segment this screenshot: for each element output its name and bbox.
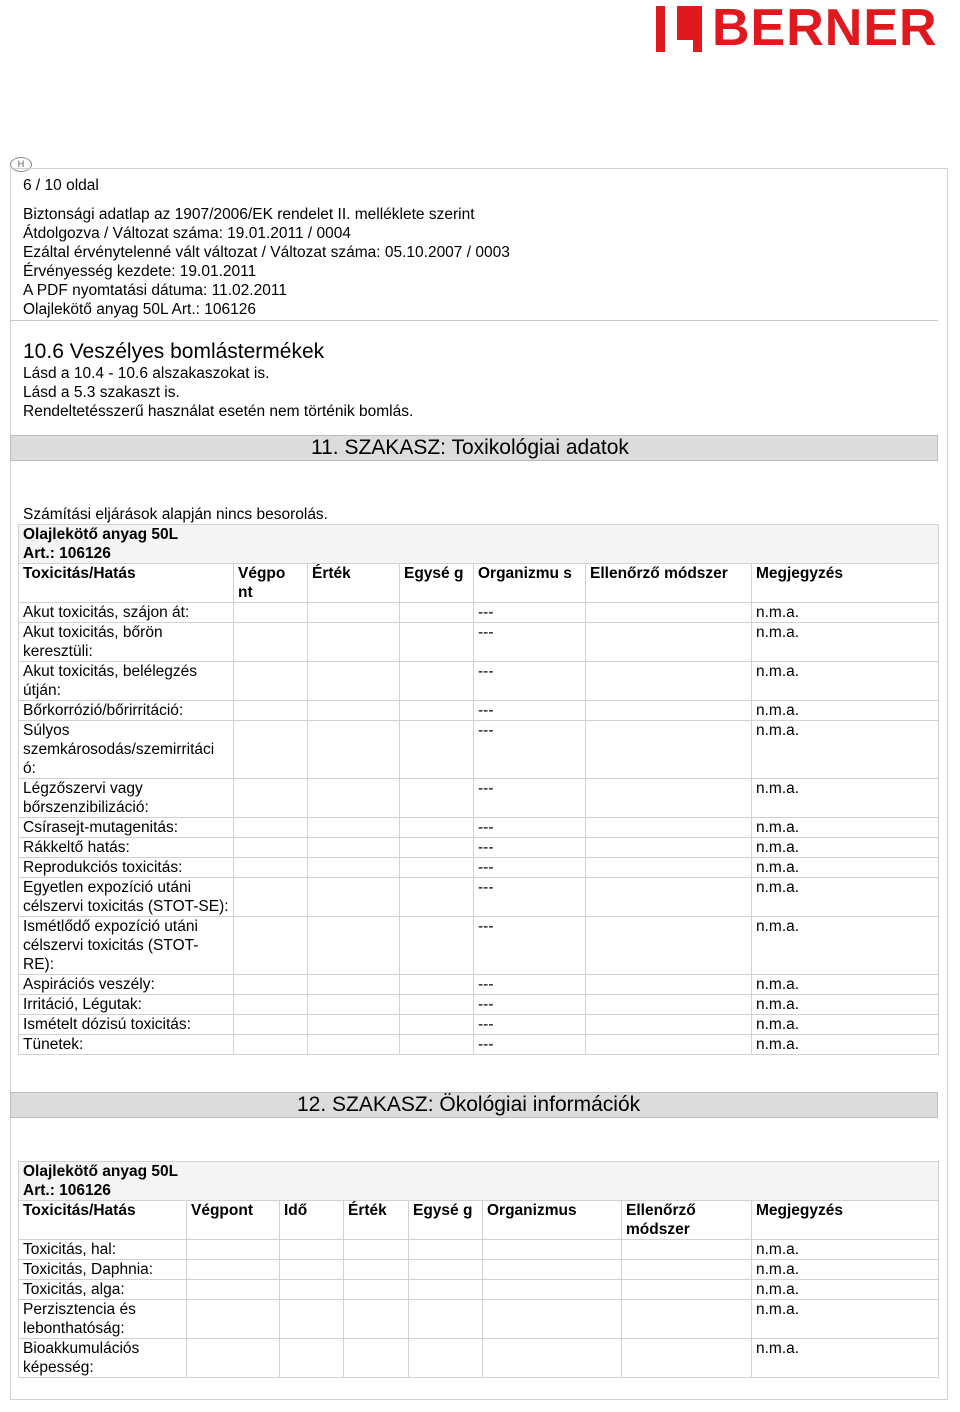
column-header: Organizmu s	[474, 564, 586, 603]
table-row: Reprodukciós toxicitás: --- n.m.a.	[19, 858, 939, 878]
product-name: Olajlekötő anyag 50L Art.: 106126	[19, 1162, 939, 1201]
header-line-print-date: A PDF nyomtatási dátuma: 11.02.2011	[23, 282, 287, 299]
column-header: Ellenőrző módszer	[622, 1201, 752, 1240]
column-header: Idő	[280, 1201, 344, 1240]
table-row: Csírasejt-mutagenitás: --- n.m.a.	[19, 818, 939, 838]
table-row: Bőrkorrózió/bőrirritáció: --- n.m.a.	[19, 701, 939, 721]
table-row: Tünetek: --- n.m.a.	[19, 1035, 939, 1055]
header-divider	[10, 320, 938, 321]
column-header: Érték	[308, 564, 400, 603]
section-11-banner	[10, 435, 938, 461]
product-name: Olajlekötő anyag 50L Art.: 106126	[19, 525, 939, 564]
berner-logo-mark-icon	[656, 6, 702, 52]
column-header: Megjegyzés	[752, 564, 939, 603]
table-row: Irritáció, Légutak: --- n.m.a.	[19, 995, 939, 1015]
section-11-title: 11. SZAKASZ: Toxikológiai adatok	[311, 436, 629, 459]
column-header: Egysé g	[409, 1201, 483, 1240]
section-11-note: Számítási eljárások alapján nincs besorolás.	[23, 506, 328, 523]
table-header-row	[19, 564, 939, 603]
section-10-6-title: 10.6 Veszélyes bomlástermékek	[23, 340, 325, 363]
header-line-regulation: Biztonsági adatlap az 1907/2006/EK rendelet II. melléklete szerint	[23, 206, 475, 223]
berner-logo	[656, 0, 956, 57]
column-header: Ellenőrző módszer	[586, 564, 752, 603]
column-header: Érték	[344, 1201, 409, 1240]
column-header: Egysé g	[400, 564, 474, 603]
section-12-banner	[10, 1092, 938, 1118]
column-header: Végpo nt	[234, 564, 308, 603]
header-line-superseded: Ezáltal érvénytelenné vált változat / Változat száma: 05.10.2007 / 0003	[23, 244, 510, 261]
table-row: Légzőszervi vagy bőrszenzibilizáció: --- n.m.a.	[19, 779, 939, 818]
berner-logo-wordmark: BERNER	[712, 0, 938, 57]
page-info: 6 / 10 oldal	[23, 177, 99, 194]
table-row: Ismételt dózisú toxicitás: --- n.m.a.	[19, 1015, 939, 1035]
header-line-product: Olajlekötő anyag 50L Art.: 106126	[23, 301, 256, 318]
table-row: Toxicitás, alga: n.m.a.	[19, 1280, 939, 1300]
column-header: Megjegyzés	[752, 1201, 939, 1240]
table-row: Bioakkumulációs képesség: n.m.a.	[19, 1339, 939, 1378]
product-article: Art.: 106126	[23, 545, 111, 562]
section-12-title: 12. SZAKASZ: Ökológiai információk	[297, 1093, 641, 1116]
table-row: Toxicitás, Daphnia: n.m.a.	[19, 1260, 939, 1280]
header-line-validity: Érvényesség kezdete: 19.01.2011	[23, 263, 257, 280]
country-code-badge: H	[10, 157, 32, 172]
table-header-row	[19, 1201, 939, 1240]
section-10-6-line: Lásd a 5.3 szakaszt is.	[23, 384, 180, 401]
column-header: Organizmus	[483, 1201, 622, 1240]
table-row: Rákkeltő hatás: --- n.m.a.	[19, 838, 939, 858]
table-row: Súlyos szemkárosodás/szemirritáci ó: --- n.m.a.	[19, 721, 939, 779]
table-row: Toxicitás, hal: n.m.a.	[19, 1240, 939, 1260]
column-header: Toxicitás/Hatás	[19, 1201, 187, 1240]
table-row: Akut toxicitás, belélegzés útján: --- n.m.a.	[19, 662, 939, 701]
header-line-revision: Átdolgozva / Változat száma: 19.01.2011 / 0004	[23, 225, 352, 242]
column-header: Végpont	[187, 1201, 280, 1240]
toxicology-table	[18, 524, 939, 1055]
table-row: Akut toxicitás, bőrön keresztüli: --- n.m.a.	[19, 623, 939, 662]
table-row: Ismétlődő expozíció utáni célszervi toxicitás (STOT-RE): --- n.m.a.	[19, 917, 939, 975]
product-article: Art.: 106126	[23, 1182, 111, 1199]
table-row: Perzisztencia és lebonthatóság: n.m.a.	[19, 1300, 939, 1339]
ecology-table	[18, 1161, 939, 1378]
table-row: Egyetlen expozíció utáni célszervi toxicitás (STOT-SE): --- n.m.a.	[19, 878, 939, 917]
column-header: Toxicitás/Hatás	[19, 564, 234, 603]
table-row: Akut toxicitás, szájon át: --- n.m.a.	[19, 603, 939, 623]
section-10-6-line: Lásd a 10.4 - 10.6 alszakaszokat is.	[23, 365, 270, 382]
table-row: Aspirációs veszély: --- n.m.a.	[19, 975, 939, 995]
section-10-6-line: Rendeltetésszerű használat esetén nem történik bomlás.	[23, 403, 414, 420]
